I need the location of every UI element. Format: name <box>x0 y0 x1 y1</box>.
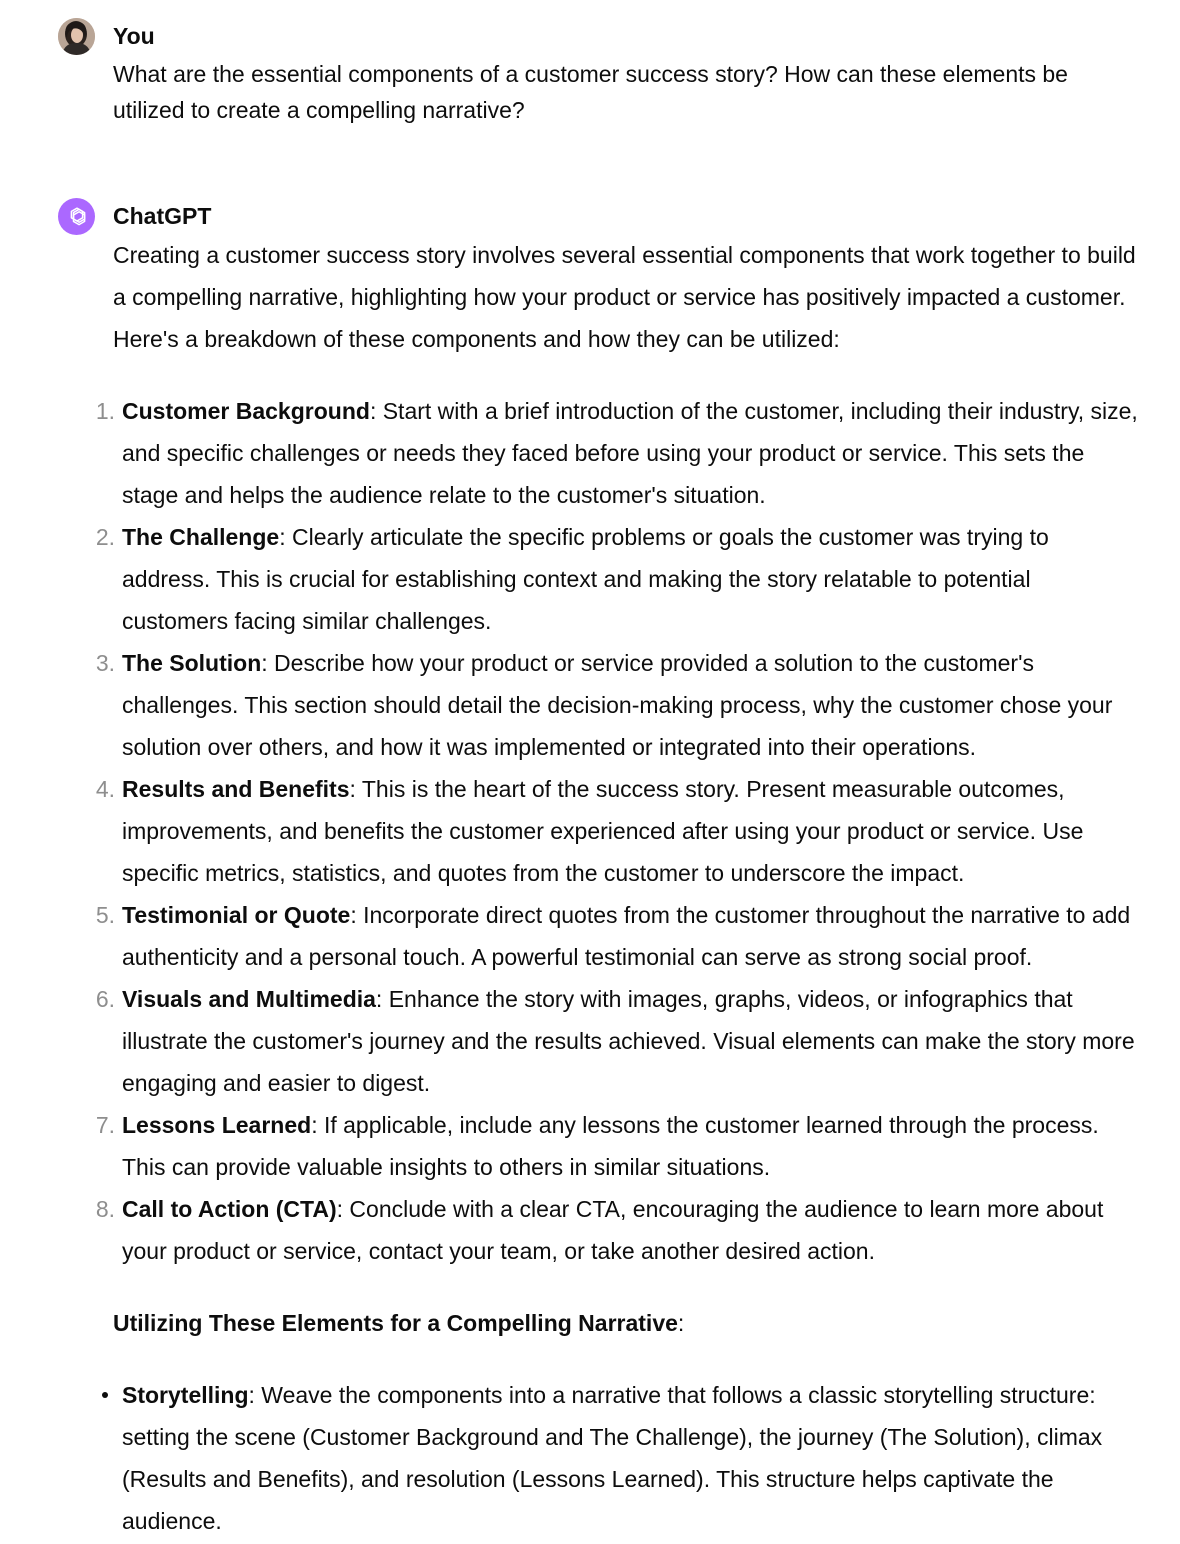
list-item-number: 1. <box>95 398 115 424</box>
list-item-text: : Incorporate direct quotes from the customer throughout the narrative to add authenticity and a personal touch. A powerful testimonial can serve as strong social proof. <box>122 902 1131 970</box>
list-item-number: 7. <box>95 1112 115 1138</box>
bullet-text: : Weave the components into a narrative that follows a classic storytelling structure: setting the scene (Customer Background and The Challenge), the journey (The Solution), climax (Results and Benefits), and resolution (Lessons Learned). This structure helps captivate the audience. <box>122 1382 1103 1534</box>
list-item-number: 2. <box>95 524 115 550</box>
assistant-message-body <box>95 236 1140 1542</box>
list-item <box>91 1104 1140 1188</box>
list-item-text: : Clearly articulate the specific problems or goals the customer was trying to address. This is crucial for establishing context and making the story relatable to potential customers facing similar challenges. <box>122 524 1049 634</box>
list-item <box>91 390 1140 516</box>
list-item-text: : Enhance the story with images, graphs, videos, or infographics that illustrate the customer's journey and the results achieved. Visual elements can make the story more engaging and easier to digest. <box>122 986 1135 1096</box>
list-item-title: Call to Action (CTA) <box>122 1196 337 1222</box>
list-item-title: Testimonial or Quote <box>122 902 351 928</box>
bullet-list <box>91 1374 1140 1542</box>
list-item-title: The Solution <box>122 650 262 676</box>
list-item-number: 6. <box>95 986 115 1012</box>
list-item-title: The Challenge <box>122 524 280 550</box>
assistant-author-label: ChatGPT <box>113 203 212 229</box>
list-item-title: Lessons Learned <box>122 1112 312 1138</box>
list-item-number: 8. <box>95 1196 115 1222</box>
user-author-label: You <box>113 23 155 49</box>
list-item-text: : Conclude with a clear CTA, encouraging the audience to learn more about your product or service, contact your team, or take another desired action. <box>122 1196 1104 1264</box>
assistant-avatar <box>58 198 95 235</box>
list-item-title: Customer Background <box>122 398 370 424</box>
user-avatar <box>58 18 95 55</box>
list-item-text: : This is the heart of the success story. Present measurable outcomes, improvements, and benefits the customer experienced after using your product or service. Use specific metrics, statistics, and quotes from the customer to underscore the impact. <box>122 776 1084 886</box>
bullet-title: Storytelling <box>122 1382 249 1408</box>
list-item-title: Results and Benefits <box>122 776 350 802</box>
list-item-text: : Start with a brief introduction of the customer, including their industry, size, and specific challenges or needs they faced before using your product or service. This sets the stage and helps the audience relate to the customer's situation. <box>122 398 1138 508</box>
list-item-text: : If applicable, include any lessons the customer learned through the process. This can provide valuable insights to others in similar situations. <box>122 1112 1099 1180</box>
list-item-text: : Describe how your product or service provided a solution to the customer's challenges. This section should detail the decision-making process, why the customer chose your solution over others, and how it was implemented or integrated into their operations. <box>122 650 1113 760</box>
list-item <box>91 978 1140 1104</box>
list-item-number: 4. <box>95 776 115 802</box>
user-avatar-photo-icon <box>58 18 95 55</box>
list-item <box>91 642 1140 768</box>
bullet-item <box>91 1374 1140 1542</box>
openai-logo-icon <box>65 205 89 229</box>
subheading-suffix: : <box>677 1310 685 1336</box>
list-item <box>91 894 1140 978</box>
user-message-text: What are the essential components of a customer success story? How can these elements be utilized to create a compelling narrative? <box>113 61 1068 123</box>
list-item-number: 3. <box>95 650 115 676</box>
list-item <box>91 1188 1140 1272</box>
list-item <box>91 516 1140 642</box>
list-item <box>91 768 1140 894</box>
list-item-title: Visuals and Multimedia <box>122 986 376 1012</box>
assistant-intro-paragraph: Creating a customer success story involves several essential components that work together to build a compelling narrative, highlighting how your product or service has positively impacted a customer. Here's a breakdown of these components and how they can be utilized: <box>113 242 1136 352</box>
subheading-title: Utilizing These Elements for a Compelling Narrative <box>113 1310 678 1336</box>
list-item-number: 5. <box>95 902 115 928</box>
user-message-body <box>113 56 1140 128</box>
bullet-dot-icon <box>102 1392 108 1398</box>
section-subheading <box>113 1302 1140 1344</box>
components-list <box>91 390 1140 1272</box>
